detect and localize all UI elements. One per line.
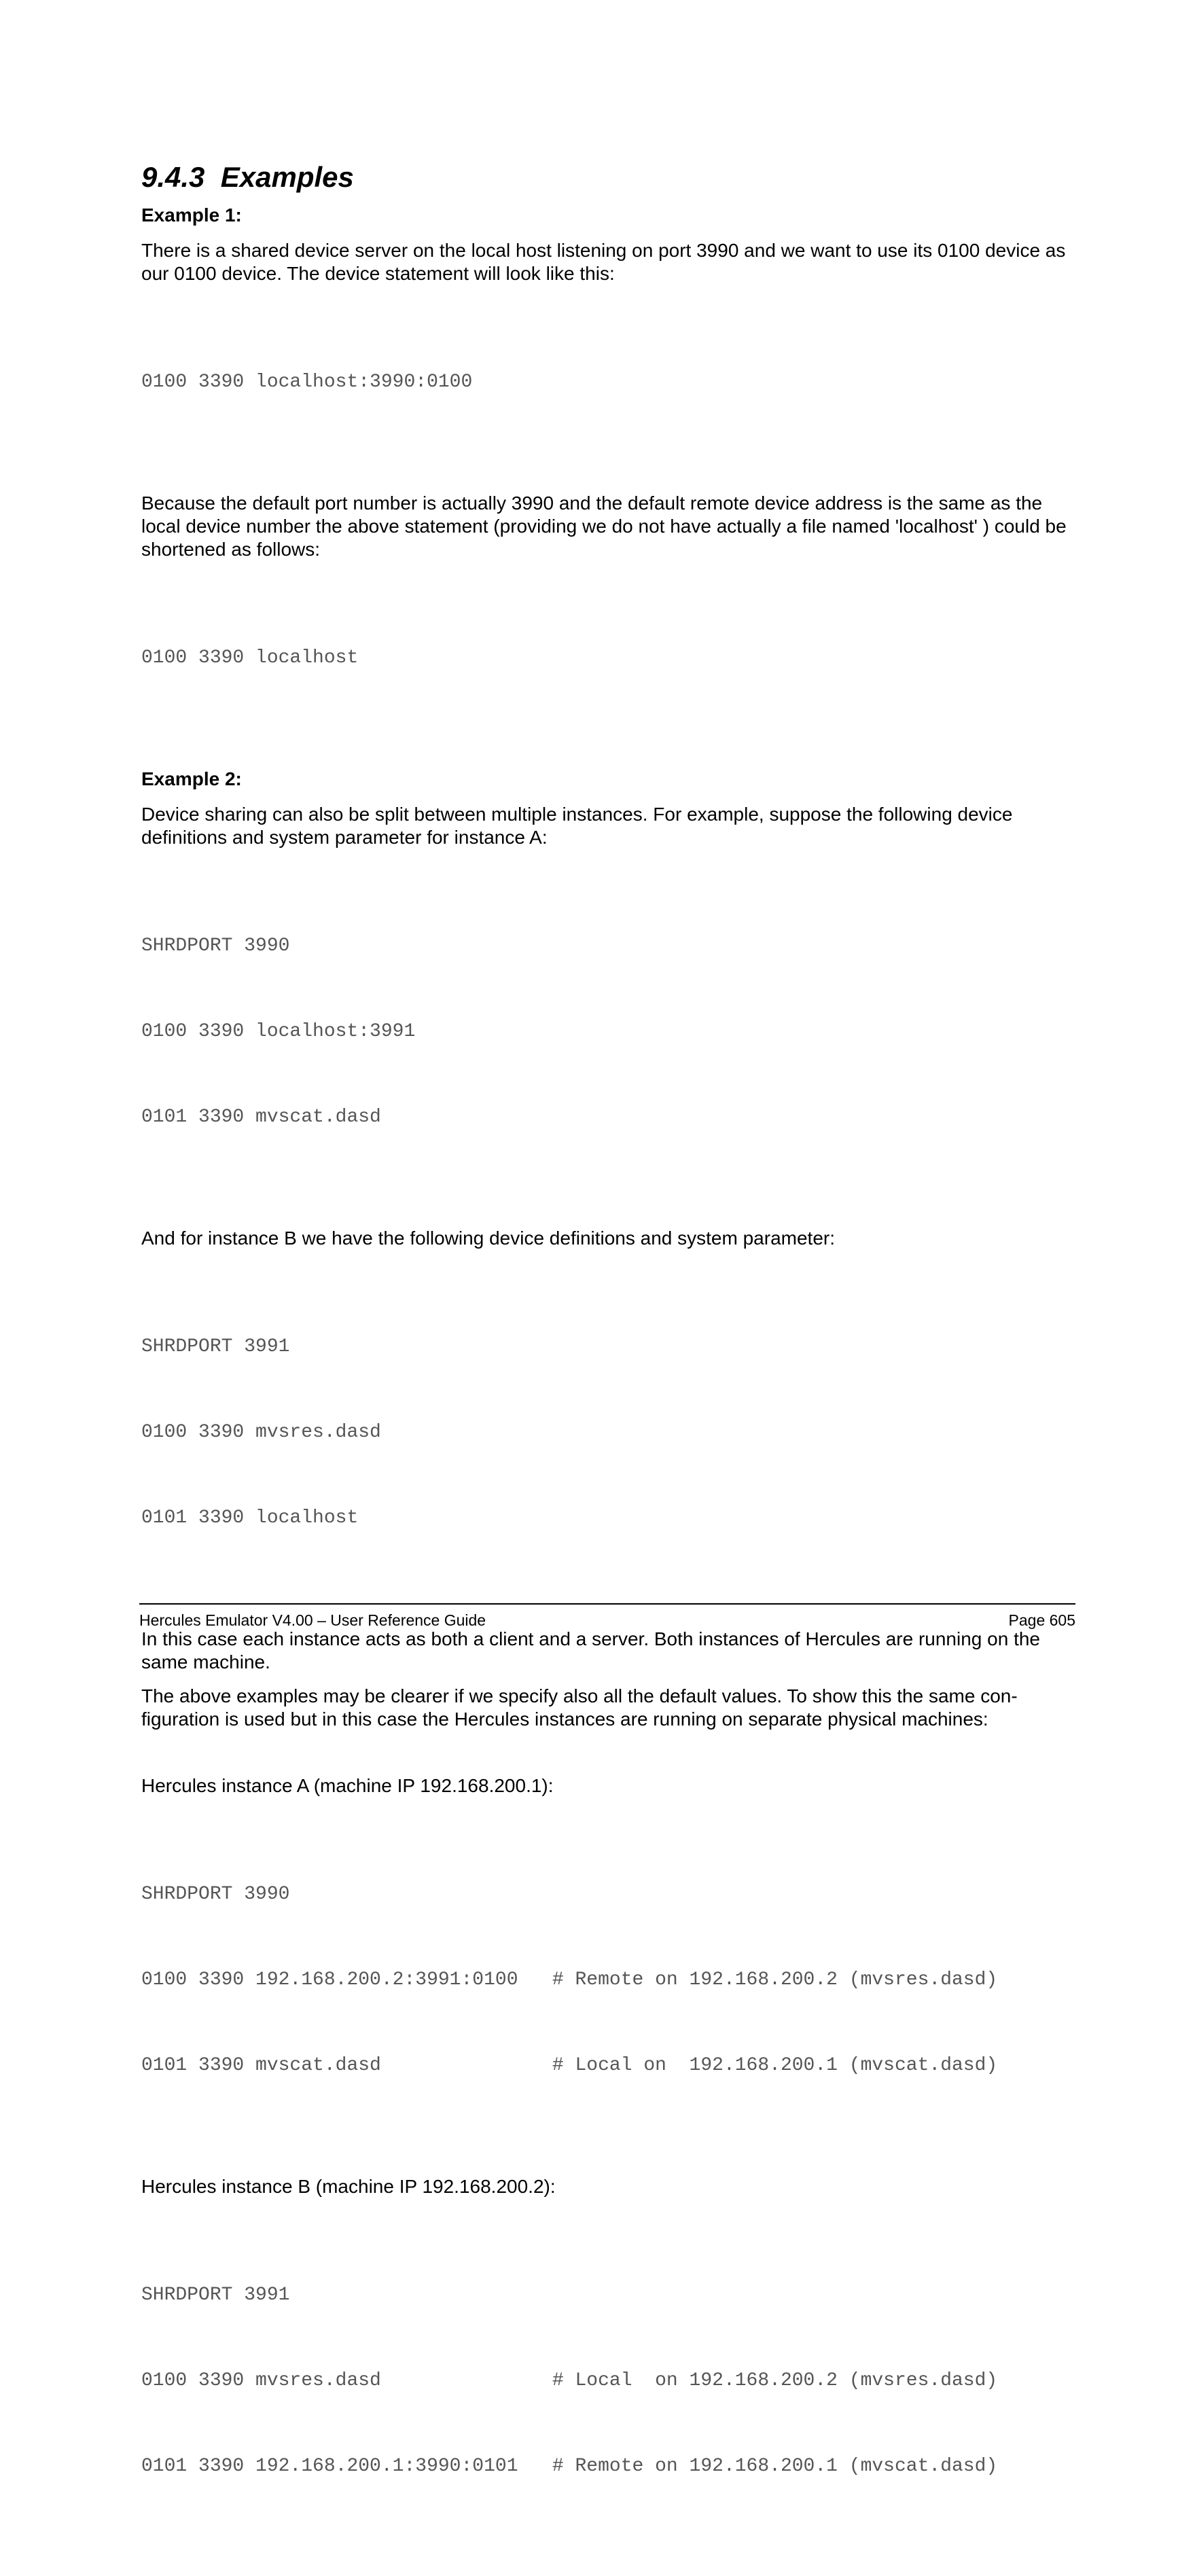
code-block-instance-a	[141, 875, 1079, 1189]
code-line: 0100 3390 localhost:3991	[141, 1020, 416, 1042]
code-line: 0101 3390 192.168.200.1:3990:0101 # Remote on 192.168.200.1 (mvscat.dasd)	[141, 2455, 998, 2477]
code-line: SHRDPORT 3991	[141, 1336, 290, 1357]
footer-page-number: Page 605	[1008, 1611, 1075, 1629]
example-1-intro: There is a shared device server on the local host listening on port 3990 and we want to use its 0100 device as our 0100 device. The device statement will look like this:	[141, 239, 1066, 284]
example-1-explanation: Because the default port number is actually 3990 and the default remote device address is the same as the local device number the above statement (providing we do not have actually a file named 'localhost' ) could be shortened as follows:	[141, 492, 1067, 560]
code-line: 0101 3390 mvscat.dasd # Local on 192.168.200.1 (mvscat.dasd)	[141, 2054, 998, 2076]
code-block-machine-b	[141, 2224, 1079, 2538]
code-line: SHRDPORT 3990	[141, 1883, 290, 1905]
machine-b-label: Hercules instance B (machine IP 192.168.200.2):	[141, 2175, 556, 2197]
example-2-heading: Example 2:	[141, 768, 242, 789]
code-line: 0100 3390 mvsres.dasd # Local on 192.168.200.2 (mvsres.dasd)	[141, 2369, 998, 2391]
code-block-example-1-full	[141, 311, 1079, 454]
code-line: 0100 3390 localhost	[141, 647, 359, 668]
section-title: Examples	[220, 161, 354, 193]
code-line: SHRDPORT 3991	[141, 2284, 290, 2306]
code-block-example-1-short	[141, 587, 1079, 730]
section-heading	[141, 160, 1079, 194]
code-line: 0100 3390 mvsres.dasd	[141, 1421, 381, 1443]
document-page	[141, 160, 1079, 2576]
code-line: 0100 3390 localhost:3990:0100	[141, 371, 473, 393]
summary-paragraph-1: In this case each instance acts as both a client and a server. Both instances of Hercules are running on the same machine.	[141, 1628, 1040, 1672]
example-1-heading: Example 1:	[141, 204, 242, 226]
footer-document-title: Hercules Emulator V4.00 – User Reference Guide	[139, 1611, 486, 1629]
code-line: 0101 3390 localhost	[141, 1507, 359, 1528]
instance-b-intro: And for instance B we have the following device definitions and system parameter:	[141, 1227, 836, 1249]
code-block-machine-a	[141, 1823, 1079, 2137]
code-line: 0100 3390 192.168.200.2:3991:0100 # Remote on 192.168.200.2 (mvsres.dasd)	[141, 1969, 998, 1990]
code-line: 0101 3390 mvscat.dasd	[141, 1106, 381, 1128]
page-footer	[139, 1603, 1075, 1630]
section-number: 9.4.3	[141, 161, 205, 193]
code-line: SHRDPORT 3990	[141, 935, 290, 956]
summary-paragraph-2: The above examples may be clearer if we specify also all the default values. To show this the same con-figuration is used but in this case the Hercules instances are running on separate physical machines:	[141, 1685, 1018, 1730]
machine-a-label: Hercules instance A (machine IP 192.168.200.1):	[141, 1774, 554, 1796]
example-2-intro: Device sharing can also be split between multiple instances. For example, suppose the following device definitions and system parameter for instance A:	[141, 803, 1013, 848]
code-block-instance-b	[141, 1276, 1079, 1590]
